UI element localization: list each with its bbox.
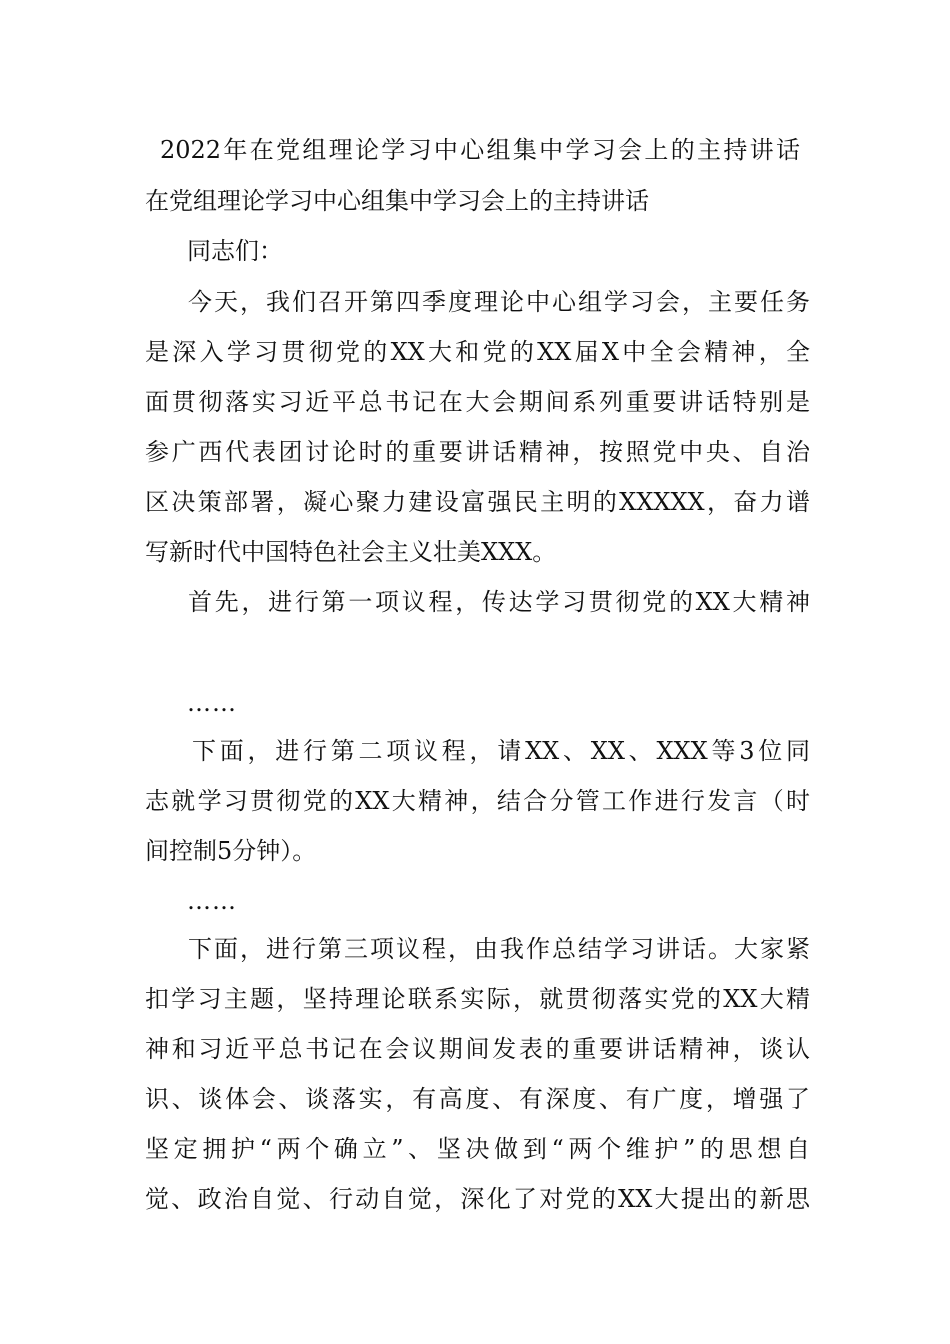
ellipsis-1: …… <box>187 689 237 717</box>
paragraph-1-line-3: 面贯彻落实习近平总书记在大会期间系列重要讲话特别是 <box>145 388 810 416</box>
paragraph-1-line-1: 今天，我们召开第四季度理论中心组学习会，主要任务 <box>188 288 810 316</box>
salutation: 同志们： <box>187 237 283 265</box>
paragraph-4-line-3: 神和习近平总书记在会议期间发表的重要讲话精神，谈认 <box>145 1035 810 1063</box>
paragraph-3-line-3: 间控制5分钟）。 <box>145 837 317 865</box>
paragraph-3-line-1: 下面，进行第二项议程，请XX、XX、XXX等3位同 <box>192 737 810 765</box>
paragraph-4-line-4: 识、谈体会、谈落实，有高度、有深度、有广度，增强了 <box>145 1085 810 1113</box>
paragraph-4-line-6: 觉、政治自觉、行动自觉，深化了对党的XX大提出的新思 <box>145 1185 810 1213</box>
ellipsis-2: …… <box>187 887 237 915</box>
paragraph-4-line-1: 下面，进行第三项议程，由我作总结学习讲话。大家紧 <box>188 935 810 963</box>
document-title: 2022年在党组理论学习中心组集中学习会上的主持讲话 <box>160 136 800 164</box>
paragraph-3-line-2: 志就学习贯彻党的XX大精神，结合分管工作进行发言（时 <box>145 787 810 815</box>
document-subtitle: 在党组理论学习中心组集中学习会上的主持讲话 <box>145 187 649 215</box>
paragraph-2-line-1: 首先，进行第一项议程，传达学习贯彻党的XX大精神 <box>188 588 810 616</box>
paragraph-1-line-2: 是深入学习贯彻党的XX大和党的XX届X中全会精神，全 <box>145 338 810 366</box>
paragraph-1-line-6: 写新时代中国特色社会主义壮美XXX。 <box>145 538 557 566</box>
paragraph-1-line-4: 参广西代表团讨论时的重要讲话精神，按照党中央、自治 <box>145 438 810 466</box>
paragraph-4-line-5: 坚定拥护“两个确立”、坚决做到“两个维护”的思想自 <box>145 1135 810 1163</box>
paragraph-1-line-5: 区决策部署，凝心聚力建设富强民主明的XXXXX，奋力谱 <box>145 488 810 516</box>
paragraph-4-line-2: 扣学习主题，坚持理论联系实际，就贯彻落实党的XX大精 <box>145 985 810 1013</box>
